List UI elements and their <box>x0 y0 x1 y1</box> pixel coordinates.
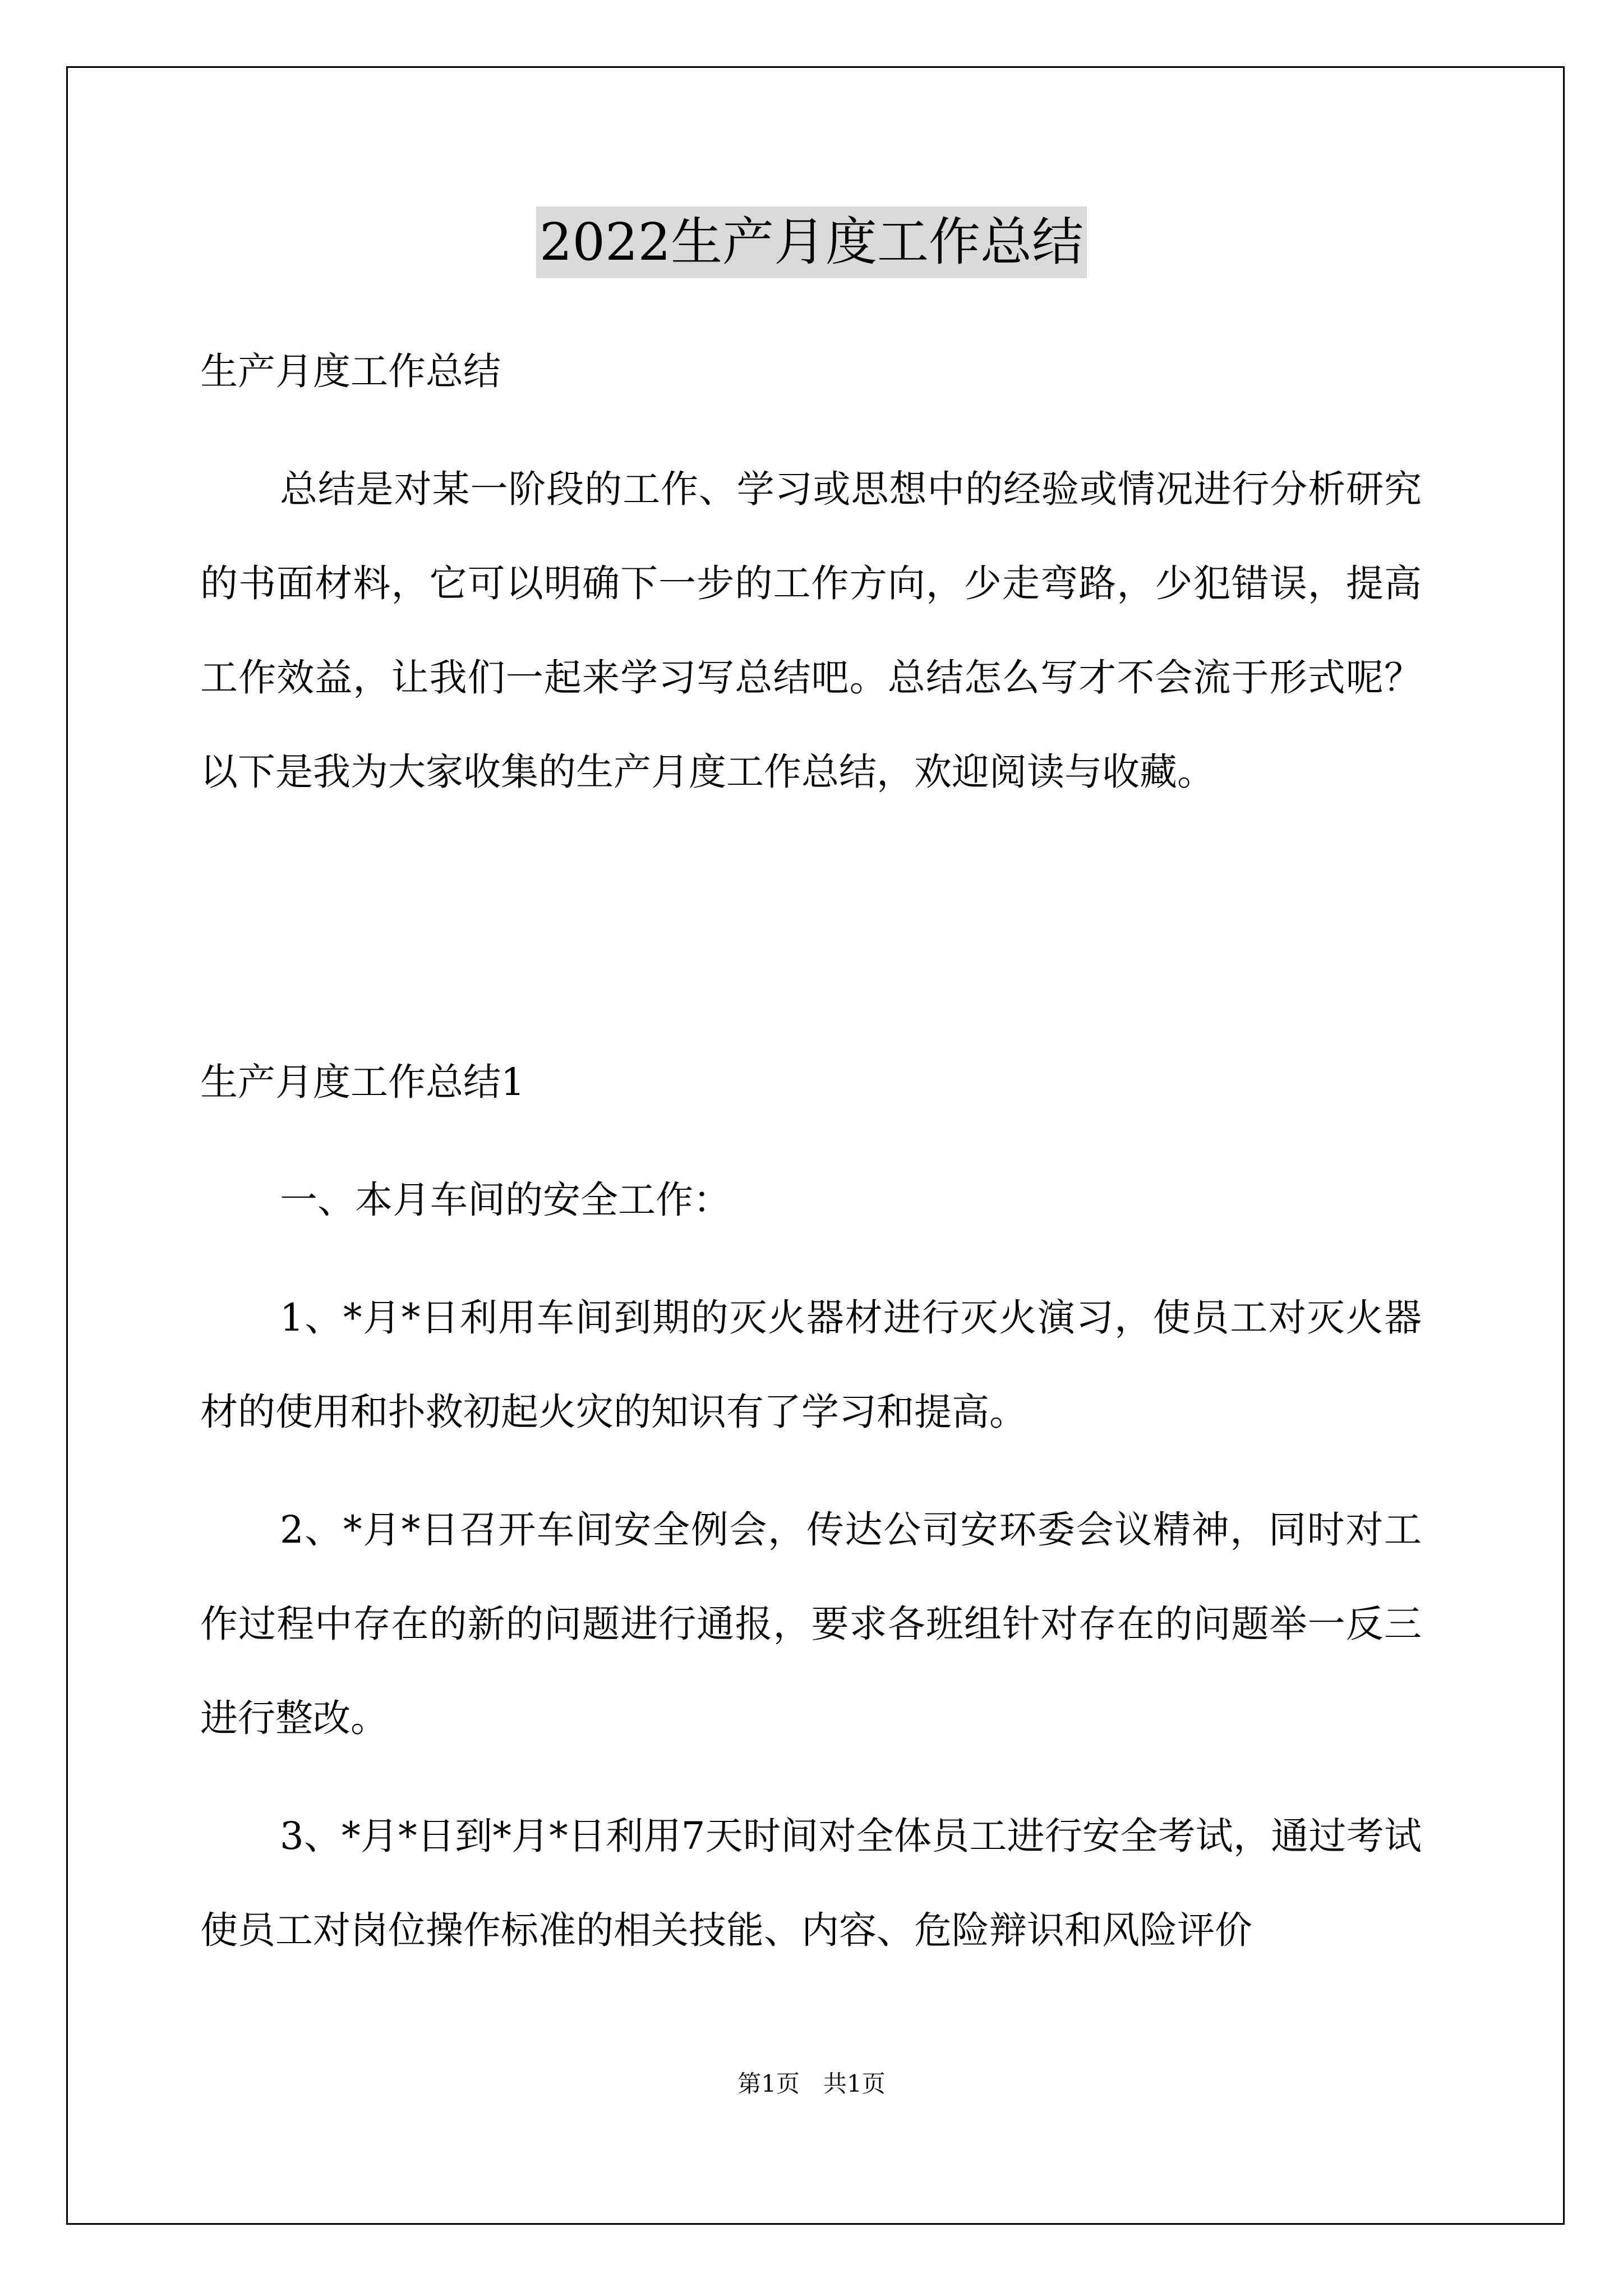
document-subtitle: 生产月度工作总结 <box>200 349 501 393</box>
item-paragraph-1: 1、*月*日利用车间到期的灭火器材进行灭火演习，使员工对灭火器材的使用和扑救初起火灾的知识有了学习和提高。 <box>200 1296 1422 1434</box>
intro-block <box>200 442 1422 819</box>
item-paragraph-3: 3、*月*日到*月*日利用7天时间对全体员工进行安全考试，通过考试使员工对岗位操作标准的相关技能、内容、危险辩识和风险评价 <box>200 1814 1422 1952</box>
page-footer <box>0 2067 1623 2101</box>
section-title: 生产月度工作总结1 <box>200 1060 525 1104</box>
section-heading: 一、本月车间的安全工作： <box>280 1178 731 1222</box>
subtitle-block <box>200 324 1422 418</box>
section-block <box>200 1035 1422 1977</box>
title-container <box>0 206 1623 278</box>
intro-paragraph: 总结是对某一阶段的工作、学习或思想中的经验或情况进行分析研究的书面材料，它可以明确下一步的工作方向，少走弯路，少犯错误，提高工作效益，让我们一起来学习写总结吧。总结怎么写才不会流于形式呢？以下是我为大家收集的生产月度工作总结，欢迎阅读与收藏。 <box>200 467 1422 794</box>
page-number: 第1页 共1页 <box>737 2070 886 2097</box>
item-paragraph-2: 2、*月*日召开车间安全例会，传达公司安环委会议精神，同时对工作过程中存在的新的问题进行通报，要求各班组针对存在的问题举一反三进行整改。 <box>200 1508 1422 1740</box>
document-title: 2022生产月度工作总结 <box>536 206 1087 278</box>
